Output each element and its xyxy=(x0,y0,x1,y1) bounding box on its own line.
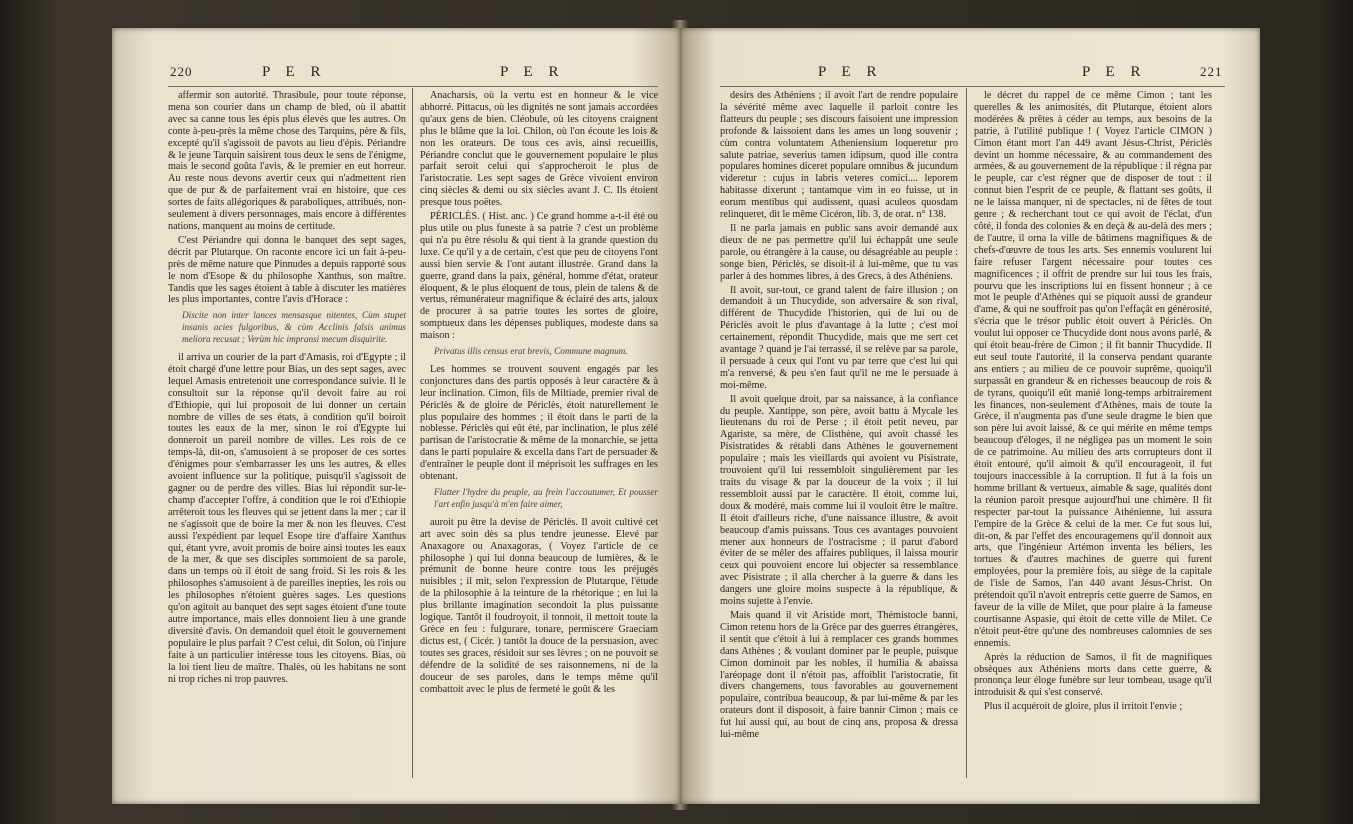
left-page xyxy=(112,28,680,804)
paragraph: Il ne parla jamais en public sans avoir demandé aux dieux de ne pas permettre qu'il lui échappât une seule parole, ou étrangère à la cause, ou désagréable au peuple : songe bien, Périclès, se disoit-il à lui-même, que tu vas parler à des hommes libres, à des Grecs, à des Athéniens. xyxy=(720,222,958,282)
left-column-rule xyxy=(412,88,413,778)
left-head-rule xyxy=(168,86,658,87)
verse-quote: Flatter l'hydre du peuple, au frein l'accoutumer, Et pousser l'art enfin jusqu'à m'en faire aimer, xyxy=(434,487,658,509)
left-page-number: 220 xyxy=(170,64,193,79)
latin-quote: Discite non inter lances mensasque nitentes, Cùm stupet insanis acies fulgoribus, & cùm Acclinis falsis animus meliora recusat ; Verùm hic impransi mecum disquirite. xyxy=(182,310,406,345)
left-head-right: P E R xyxy=(500,64,565,80)
paragraph: Plus il acquéroit de gloire, plus il irritoit l'envie ; xyxy=(984,701,1183,713)
paragraph: PÉRICLÈS. ( Hist. anc. ) Ce grand homme a-t-il été ou plus utile ou plus funeste à sa patrie ? c'est un problème qui n'a pu être résolu & qui tient à la grande question du luxe. Ce qu'il y a de certain, c'est que peu de citoyens l'ont aussi bien servie & l'ont autant illustrée. Grand dans la guerre, grand dans la paix, général, homme d'état, orateur éloquent, & le plus éloquent de tous, plein de talens & de vertus, rémunérateur magnifique & éclairé des arts, jaloux de procurer à sa patrie toutes les sortes de gloire, somptueux dans les dépenses publiques, modeste dans sa maison : xyxy=(420,211,658,342)
right-page xyxy=(680,28,1260,804)
right-column-rule xyxy=(966,88,967,778)
right-column-2 xyxy=(974,90,1212,715)
paragraph: il arriva un courier de la part d'Amasis, roi d'Egypte ; il étoit chargé d'une lettre pour Bias, un des sept sages, avec lequel Amasis entretenoit une correspondance suivie. Il le consultoit sur la réponse qu'il devoit faire au roi d'Ethiopie, qui lui proposoit de lui donner un certain nombre de villes de ses états, à condition qu'il boiroit toutes les eaux de la mer, sinon le roi d'Egypte lui donneroit un pareil nombre de villes. Les rois de ce temps-là, dit-on, s'amusoient à se proposer de ces sortes d'énigmes pour s'embarrasser les uns les autres, & elles avoient influence sur la politique, puisqu'il s'agissoit de gagner ou de perdre des villes. Bias lui répondit sur-le-champ d'accepter l'offre, à condition que le roi d'Ethiopie arrêteroit tous les fleuves qui se jettent dans la mer ; car il ne s'agissoit que de boire la mer & non les fleuves. C'est aussi l'expédient par lequel Esope tire d'affaire Xanthus qui, étant yvre, avoit promis de boire ainsi toutes les eaux de la mer, & que ses disciples sommoient de sa parole, dans un temps où il étoit de sang froid. Si les rois & les philosophes s'amusoient à de pareilles inepties, les rois ou les philosophes n'étoient guères sages. Les questions qu'on agitoit au banquet des sept sages étoient d'une toute autre importance, mais elles donnoient lieu à une grande diversité d'avis. On demandoit quel étoit le gouvernement populaire le plus parfait ? C'est celui, dit Solon, où l'injure faite à un particulier intéresse tous les citoyens. Bias, où la loi tient lieu de maître. Thalès, où les habitans ne sont ni trop riches ni trop pauvres. xyxy=(168,352,406,685)
paragraph: auroit pu être la devise de Périclès. Il avoit cultivé cet art avec soin dès sa plus tendre jeunesse. Elevé par Anaxagore ou Anaxagoras, ( Voyez l'article de ce philosophe ) qui lui donna beaucoup de lumières, & le prémunit de bonne heure contre tous les préjugés nuisibles ; il mit, selon l'expression de Plutarque, l'étude de la philosophie à la teinture de la rhétorique ; en lui la plus brillante imagination secondoit la plus puissante logique. Tantôt il foudroyoit, il tonnoit, il mettoit toute la Grèce en feu : fulgurare, tonare, permiscere Graeciam dictus est, ( Cicér. ) tantôt la douce de la persuasion, avec toutes ses graces, résidoit sur ses lèvres ; on ne pouvoit se défendre de la solidité de ses raisonnemens, ni de la douceur de ses paroles, dans le temps même qu'il combattoit avec le plus de fermeté le goût & les xyxy=(420,516,658,695)
paragraph: affermir son autorité. Thrasibule, pour toute réponse, mena son courier dans un champ de bled, où il abattit avec sa canne tous les épis plus élevés que les autres. On conte à-peu-près la même chose des Tarquins, père & fils, excepté qu'il s'agissoit de pavots au lieu d'épis. Périandre & le jeune Tarquin saisirent tous deux le sens de l'énigme, mais le second goûta l'avis, & le premier en eut horreur. Au reste nous devons avertir ceux qui n'admettent rien que de pur & de parfaitement vrai en histoire, que ces sortes de faits allégoriques & paraboliques, attribués, non-seulement à divers personnages, mais encore à différentes nations, manquent au moins de certitude. xyxy=(168,90,406,232)
right-head-right: P E R xyxy=(1082,64,1147,80)
right-column-1 xyxy=(720,90,958,743)
paragraph: Mais quand il vit Aristide mort, Thémistocle banni, Cimon retenu hors de la Grèce par des guerres étrangères, il sentit que c'étoit à lui à remplacer ces grands hommes dans Athènes ; & voulant dominer par le peuple, puisque Cimon dominoit par les nobles, il humilia & abaissa l'aréopage dont il n'étoit pas, affoiblit l'aristocratie, fit divers changemens, tous favorables au gouvernement populaire, contribua beaucoup, & par lui-même & par les orateurs dont il disposoit, à faire bannir Cimon ; mais ce fut lui aussi qui, au bout de cinq ans, proposa & dressa lui-même xyxy=(720,609,958,741)
left-column-2 xyxy=(420,90,658,697)
right-page-number: 221 xyxy=(1200,64,1223,79)
right-running-head xyxy=(680,64,1260,84)
paragraph: Il avoit, sur-tout, ce grand talent de faire illusion ; on demandoit à un Thucydide, son adversaire & son rival, différent de Thucydide l'historien, qui de lui ou de Périclès avoit le plus d'avantage à la lutte ; c'est moi certainement, répondit Thucydide, mais que me sert cet avantage ? quand je l'ai terrassé, il se relève par sa parole, il persuade à ceux qui l'ont vu par terre que c'est lui qui m'a renversé, & peu s'en faut qu'il ne me le persuade à moi-même. xyxy=(720,284,958,391)
left-running-head xyxy=(112,64,680,84)
paragraph: Après la réduction de Samos, il fit de magnifiques obsèques aux Athéniens morts dans cette guerre, & prononça leur éloge funèbre sur leur tombeau, usage qu'il introduisit & qui s'est conservé. xyxy=(974,651,1212,699)
paragraph: Les hommes se trouvent souvent engagés par les conjonctures dans des partis opposés à leur caractère & à leur inclination. Cimon, fils de Miltiade, premier rival de Périclès & de gloire de Périclès, étoit naturellement le plus populaire des hommes ; il étoit dans le parti de la noblesse. Périclès qui eût été, par inclination, le plus zélé partisan de l'aristocratie & même de la monarchie, se jetta dans le parti populaire & excella dans l'art de persuader & d'entraîner le peuple dont il méprisoit les suffrages en les obtenant. xyxy=(420,363,658,483)
paragraph: Anacharsis, où la vertu est en honneur & le vice abhorré. Pittacus, où les dignités ne sont jamais accordées qu'aux gens de bien. Cléobule, où les citoyens craignent plus le blâme que la loi. Chilon, où l'on écoute les lois & non les orateurs. De tous ces avis, ainsi recueillis, Périandre conclut que le gouvernement populaire le plus parfait seroit celui qui s'approcheroit le plus de l'aristocratie. Les sept sages de Grèce vivoient environ cinq siècles & demi ou six siècles avant J. C. Ils étoient presque tous poëtes. xyxy=(420,90,658,209)
paragraph: le décret du rappel de ce même Cimon ; tant les querelles & les animosités, dit Plutarque, étoient alors modérées & prêtes à céder au temps, aux besoins de la patrie, à l'utilité publique ! ( Voyez l'article CIMON ) Cimon étant mort l'an 449 avant Jésus-Christ, Périclès devint un homme nécessaire, & au commandement des armées, & au gouvernement de la république : il régna par le peuple, car c'est régner que de disposer de tout : il connut bien l'esprit de ce peuple, & flattant ses goûts, il ne le laissa manquer, ni de spectacles, ni de fêtes de tout genre ; & recherchant tout ce qui avoit de l'éclat, d'un côté, il fonda des colonies & en deçà & au-delà des mers ; de l'autre, il orna la ville de bâtimens magnifiques & de chefs-d'œuvre de tous les arts. Ses ennemis voulurent lui faire refuser l'argent nécessaire pour toutes ces magnificences ; il offrit de prendre sur lui tous les frais, pourvu que les inscriptions lui en fissent honneur ; à ce mot le peuple d'Athènes qui se piquoit aussi de grandeur d'ame, & qui ne souffroit pas qu'on l'effaçât en générosité, s'écria que le trésor public étoit ouvert à Périclès. On voulut lui opposer ce Thucydide dont nous avons parlé, & qui étoit beau-frère de Cimon ; il fit bannir Thucydide. Il eut seul toute l'autorité, il la conserva pendant quarante ans entiers ; au milieu de ce pouvoir suprême, quoiqu'il surpassât en grandeur & en richesses beaucoup de rois & de tyrans, quoiqu'il eût manié long-temps arbitrairement les finances, non-seulement d'Athènes, mais de toute la Grèce, il n'augmenta pas d'une seule dragme le bien que son père lui avoit laissé, & ce qui mérite en même temps beaucoup d'éloges, il ne négligea pas un moment le soin de ce patrimoine. Au milieu des arts corrupteurs dont il étoit entouré, qu'il aimoit & qu'il encourageoit, il fut toujours inaccessible à la corruption. Il fut à la fois un homme brillant & vertueux, aimable & sage, qualités dont la réunion paroit presque aujourd'hui une chimère. Il fit respecter par-tout la puissance Athénienne, lui assura l'empire de la Grèce & celui de la mer. Ce fut sous lui, dit-on, & par l'effet des encouragemens qu'il donnoit aux arts, que l'ingénieur Artémon inventa les béliers, les tortues & d'autres machines de guerre qui furent employées, pour la première fois, au siège de la capitale de l'isle de Samos, l'an 440 avant Jésus-Christ. On prétendoit qu'il n'avoit entrepris cette guerre de Samos, en faveur de la ville de Milet, que pour plaire à la fameuse courtisanne Aspasie, qui étoit de cette ville de Milet. Ce n'étoit peut-être qu'une des nombreuses calomnies de ses ennemis. xyxy=(974,90,1212,649)
paragraph: desirs des Athéniens ; il avoit l'art de rendre populaire la sévérité même avec laquelle il parloit contre les flatteurs du peuple ; ses discours faisoient une impression profonde & laissoient dans les ames un long souvenir ; cùm contra voluntatem Atheniensium loqueretur pro salute patriae, severius tamen idipsum, quod ille contra populares homines diceret populare omnibus & jucundum videretur : cujus in labris veteres comici.... leporem habitasse dixerunt ; tantamque vim in eo fuisse, ut in eorum mentibus qui audissent, quasi aculeos quosdam relinqueret, dit le même Cicéron, lib. 3, de orat. n° 138. xyxy=(720,90,958,221)
latin-quote: Privatus illis census erat brevis, Commune magnum. xyxy=(434,346,628,357)
paragraph: Il avoit quelque droit, par sa naissance, à la confiance du peuple. Xantippe, son père, avoit battu à Mycale les lieutenans du roi de Perse ; il étoit petit neveu, par Agariste, sa mère, de Clisthène, qui avoit chassé les Pisistratides & rétabli dans Athènes le gouvernement populaire ; mais les vieillards qui avoient vu Pisistrate, trouvoient qu'il lui ressembloit singulièrement par les traits du visage & par la douceur de la voix ; il lui ressembloit aussi par le caractère. Il étoit, comme lui, doux & modéré, mais comme lui il vouloit être le maître. Il étoit d'ailleurs riche, d'une naissance illustre, & avoit beaucoup d'amis puissans. Tous ces avantages pouvoient mener aux honneurs de l'ostracisme ; il parut d'abord éviter de se mêler des affaires publiques, il laissa mourir ceux qui pouvoient encore lui objecter sa ressemblance avec Pisistrate ; il alla chercher à la guerre & dans les dangers une gloire moins suspecte à la république, & moins sujette à l'envie. xyxy=(720,393,958,608)
right-head-rule xyxy=(720,86,1225,87)
left-column-1 xyxy=(168,90,406,687)
right-head-left: P E R xyxy=(818,64,883,80)
left-head-left: P E R xyxy=(262,64,327,80)
paragraph: C'est Périandre qui donna le banquet des sept sages, décrit par Plutarque. On raconte encore ici un fait à-peu-près de même nature que Pinnudes a depuis rapporté sous le nom d'Esope & du philosophe Xanthus, son maître. Tandis que les sages étoient à table à discuter les matières les plus importantes, contre l'avis d'Horace : xyxy=(168,234,406,306)
